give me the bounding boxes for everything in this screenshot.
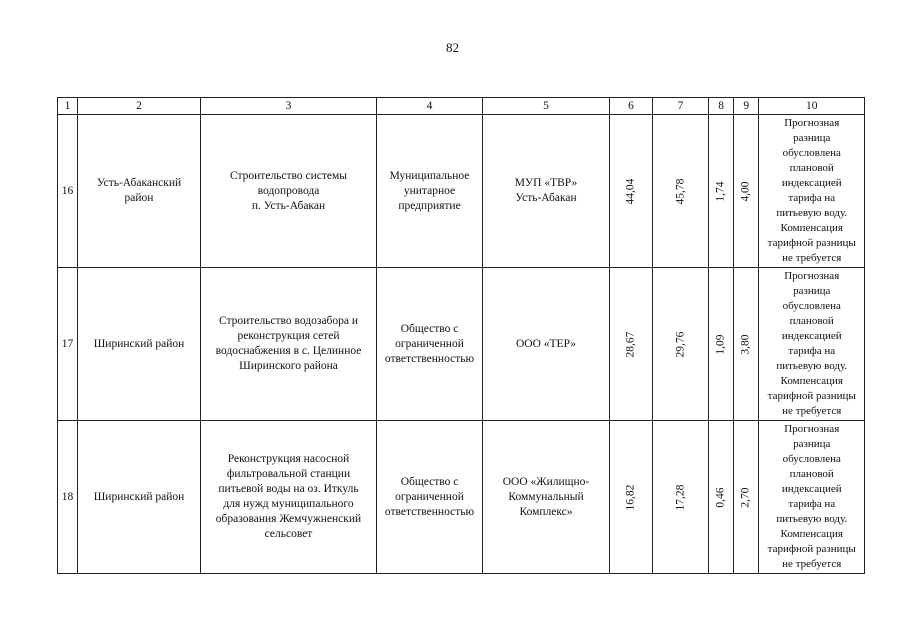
value-text: 0,46: [714, 486, 727, 508]
header-cell: 8: [709, 98, 734, 115]
note-cell: Прогнозная разница обусловлена плановой индексацией тарифа на питьевую воду. Компенсация тарифной разницы не требуется: [759, 421, 865, 574]
value-cell-7: [653, 268, 709, 421]
value-text: 1,74: [714, 180, 727, 202]
header-cell: 10: [759, 98, 865, 115]
org-name-cell: МУП «ТВР» Усть-Абакан: [483, 115, 610, 268]
project-cell: Реконструкция насосной фильтровальной станции питьевой воды на оз. Иткуль для нужд муниципального образования Жемчужненский сельсовет: [201, 421, 377, 574]
value-cell-7: [653, 421, 709, 574]
org-form-cell: Муниципальное унитарное предприятие: [377, 115, 483, 268]
value-text: 1,09: [714, 333, 727, 355]
district-cell: Ширинский район: [78, 268, 201, 421]
project-cell: Строительство системы водопровода п. Усть-Абакан: [201, 115, 377, 268]
header-cell: 2: [78, 98, 201, 115]
value-text: 28,67: [624, 331, 637, 357]
org-name-cell: ООО «ТЕР»: [483, 268, 610, 421]
value-cell-6: [610, 268, 653, 421]
value-cell-8: [709, 268, 734, 421]
value-cell-8: [709, 115, 734, 268]
org-form-cell: Общество с ограниченной ответственностью: [377, 268, 483, 421]
value-text: 44,04: [624, 178, 637, 204]
value-cell-6: [610, 115, 653, 268]
value-cell-9: [734, 268, 759, 421]
value-text: 4,00: [739, 180, 752, 202]
project-cell: Строительство водозабора и реконструкция сетей водоснабжения в с. Целинное Ширинского района: [201, 268, 377, 421]
value-cell-6: [610, 421, 653, 574]
org-form-cell: Общество с ограниченной ответственностью: [377, 421, 483, 574]
value-cell-9: [734, 115, 759, 268]
value-text: 45,78: [674, 178, 686, 204]
header-row: [58, 98, 865, 115]
row-number: 17: [58, 268, 78, 421]
value-text: 2,70: [739, 486, 752, 508]
header-cell: 9: [734, 98, 759, 115]
table-row: [58, 268, 865, 421]
page-number: 82: [446, 40, 459, 55]
value-text: 29,76: [674, 331, 686, 357]
value-text: 3,80: [739, 333, 752, 355]
value-cell-7: [653, 115, 709, 268]
header-cell: 7: [653, 98, 709, 115]
data-table: [57, 97, 865, 574]
header-cell: 6: [610, 98, 653, 115]
org-name-cell: ООО «Жилищно- Коммунальный Комплекс»: [483, 421, 610, 574]
value-text: 16,82: [624, 484, 637, 510]
value-cell-9: [734, 421, 759, 574]
value-cell-8: [709, 421, 734, 574]
note-cell: Прогнозная разница обусловлена плановой индексацией тарифа на питьевую воду. Компенсация тарифной разницы не требуется: [759, 268, 865, 421]
header-cell: 3: [201, 98, 377, 115]
row-number: 16: [58, 115, 78, 268]
value-text: 17,28: [674, 484, 686, 510]
row-number: 18: [58, 421, 78, 574]
note-cell: Прогнозная разница обусловлена плановой индексацией тарифа на питьевую воду. Компенсация тарифной разницы не требуется: [759, 115, 865, 268]
table-row: [58, 421, 865, 574]
district-cell: Усть-Абаканский район: [78, 115, 201, 268]
table-row: [58, 115, 865, 268]
header-cell: 1: [58, 98, 78, 115]
header-cell: 5: [483, 98, 610, 115]
header-cell: 4: [377, 98, 483, 115]
district-cell: Ширинский район: [78, 421, 201, 574]
